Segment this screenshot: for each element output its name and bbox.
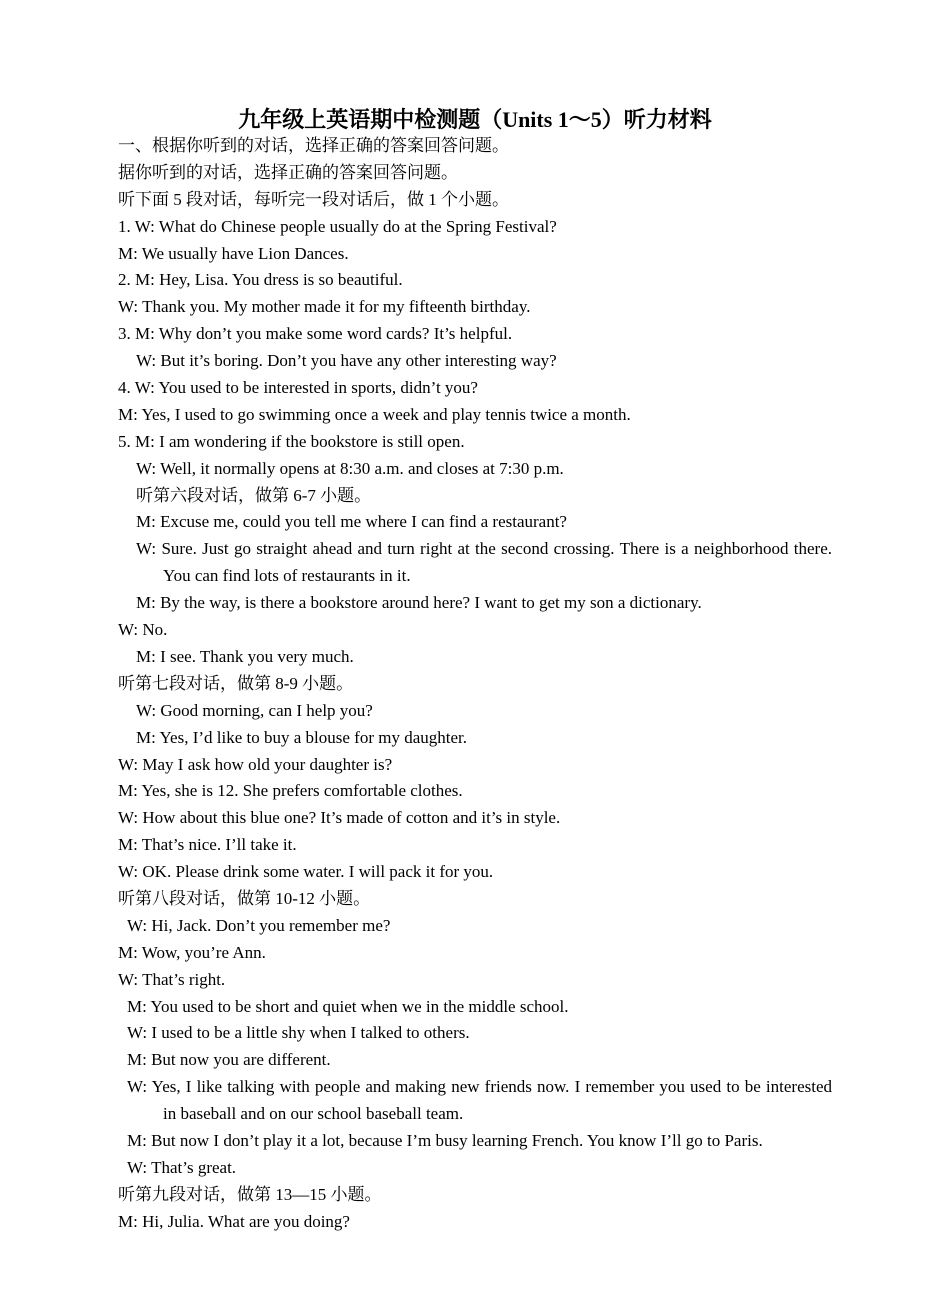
dialogue-line: W: No. [118, 620, 168, 640]
dialogue-line: W: But it’s boring. Don’t you have any other interesting way? [136, 351, 557, 371]
dialogue-line: W: That’s great. [127, 1157, 237, 1177]
dialogue-line: M: Yes, I used to go swimming once a week and play tennis twice a month. [118, 404, 631, 424]
dialogue-line: 5. M: I am wondering if the bookstore is still open. [118, 431, 465, 451]
dialogue-line: W: Hi, Jack. Don’t you remember me? [127, 915, 391, 935]
dialogue-line: M: We usually have Lion Dances. [118, 243, 349, 263]
section-instruction: 听第七段对话，做第 8-9 小题。 [118, 673, 354, 693]
dialogue-line: W: Sure. Just go straight ahead and turn right at the second crossing. There is a neighborhood there. You can find lots of restaurants in it. [136, 539, 832, 586]
instruction-line: 据你听到的对话，选择正确的答案回答问题。 [118, 162, 458, 182]
dialogue-line: M: Hi, Julia. What are you doing? [118, 1211, 350, 1231]
dialogue-line: M: But now I don’t play it a lot, because I’m busy learning French. You know I’ll go to Paris. [127, 1131, 763, 1151]
dialogue-line: M: Yes, I’d like to buy a blouse for my daughter. [136, 727, 467, 747]
dialogue-line: M: But now you are different. [127, 1050, 331, 1070]
dialogue-line: W: May I ask how old your daughter is? [118, 754, 393, 774]
document-title: 九年级上英语期中检测题（Units 1～5）听力材料 [238, 107, 712, 132]
section-instruction: 听第八段对话，做第 10-12 小题。 [118, 888, 371, 908]
dialogue-line: 2. M: Hey, Lisa. You dress is so beautiful. [118, 270, 403, 290]
dialogue-line: W: How about this blue one? It’s made of cotton and it’s in style. [118, 808, 561, 828]
transcript-body [118, 133, 832, 1236]
section-instruction: 听第九段对话，做第 13—15 小题。 [118, 1184, 382, 1204]
section-heading: 一、根据你听到的对话，选择正确的答案回答问题。 [118, 136, 509, 155]
dialogue-line: M: Excuse me, could you tell me where I can find a restaurant? [136, 512, 567, 532]
dialogue-line: M: Wow, you’re Ann. [118, 942, 266, 962]
dialogue-line: W: Yes, I like talking with people and making new friends now. I remember you used to be interested in baseball and on our school baseball team. [127, 1077, 832, 1124]
dialogue-line: 4. W: You used to be interested in sports, didn’t you? [118, 378, 478, 398]
dialogue-line: M: That’s nice. I’ll take it. [118, 835, 297, 855]
dialogue-line: M: I see. Thank you very much. [136, 646, 354, 666]
dialogue-line: W: Thank you. My mother made it for my fifteenth birthday. [118, 297, 531, 317]
dialogue-line: 1. W: What do Chinese people usually do at the Spring Festival? [118, 216, 557, 236]
dialogue-line: W: I used to be a little shy when I talked to others. [127, 1023, 470, 1043]
dialogue-line: W: Well, it normally opens at 8:30 a.m. and closes at 7:30 p.m. [136, 458, 564, 478]
dialogue-line: M: You used to be short and quiet when we in the middle school. [127, 996, 569, 1016]
dialogue-line: W: OK. Please drink some water. I will pack it for you. [118, 862, 494, 882]
dialogue-line: 3. M: Why don’t you make some word cards? It’s helpful. [118, 324, 513, 344]
dialogue-line: W: That’s right. [118, 969, 226, 989]
dialogue-line: M: Yes, she is 12. She prefers comfortable clothes. [118, 781, 463, 801]
dialogue-line: M: By the way, is there a bookstore around here? I want to get my son a dictionary. [136, 593, 702, 613]
dialogue-line: W: Good morning, can I help you? [136, 700, 373, 720]
instruction-line: 听下面 5 段对话，每听完一段对话后，做 1 个小题。 [118, 189, 509, 209]
section-instruction: 听第六段对话，做第 6-7 小题。 [136, 485, 372, 505]
